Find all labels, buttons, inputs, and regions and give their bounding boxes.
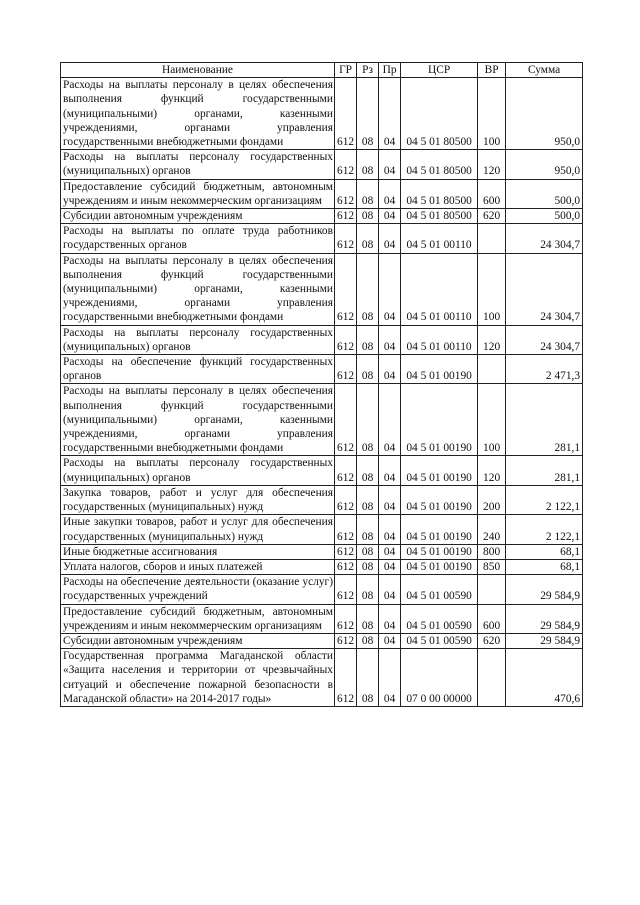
cell-vr: 100: [478, 78, 506, 150]
cell-gr: 612: [335, 78, 357, 150]
cell-name: Предоставление субсидий бюджетным, автономным учреждениям и иным некоммерческим организациям: [61, 179, 335, 208]
cell-rz: 08: [357, 515, 379, 544]
table-row: [61, 384, 583, 456]
cell-sum: 2 122,1: [506, 485, 583, 514]
header-gr: ГР: [335, 63, 357, 78]
cell-name: Расходы на выплаты персоналу в целях обеспечения выполнения функций государственными (муниципальными) органами, казенными учреждениями, органами управления государственными внебюджетными фондами: [61, 384, 335, 456]
cell-vr: 120: [478, 150, 506, 179]
cell-name: Расходы на выплаты по оплате труда работников государственных органов: [61, 224, 335, 253]
cell-vr: 100: [478, 384, 506, 456]
cell-pr: 04: [379, 559, 401, 574]
cell-sum: 29 584,9: [506, 633, 583, 648]
cell-csr: 04 5 01 00190: [401, 544, 478, 559]
cell-rz: 08: [357, 78, 379, 150]
cell-csr: 04 5 01 00190: [401, 515, 478, 544]
table-row: [61, 224, 583, 253]
cell-gr: 612: [335, 544, 357, 559]
cell-name: Государственная программа Магаданской области «Защита населения и территории от чрезвычайных ситуаций и обеспечение пожарной безопасности в Магаданской области» на 2014-2017 годы»: [61, 649, 335, 707]
cell-rz: 08: [357, 150, 379, 179]
cell-csr: 04 5 01 00190: [401, 384, 478, 456]
header-row: [61, 63, 583, 78]
cell-csr: 04 5 01 80500: [401, 179, 478, 208]
cell-vr: 100: [478, 253, 506, 325]
cell-vr: [478, 224, 506, 253]
cell-vr: 620: [478, 633, 506, 648]
cell-sum: 470,6: [506, 649, 583, 707]
cell-sum: 2 122,1: [506, 515, 583, 544]
cell-gr: 612: [335, 355, 357, 384]
cell-name: Расходы на выплаты персоналу в целях обеспечения выполнения функций государственными (муниципальными) органами, казенными учреждениями, органами управления государственными внебюджетными фондами: [61, 253, 335, 325]
header-name: Наименование: [61, 63, 335, 78]
cell-rz: 08: [357, 456, 379, 485]
cell-name: Уплата налогов, сборов и иных платежей: [61, 559, 335, 574]
table-row: [61, 559, 583, 574]
cell-sum: 281,1: [506, 456, 583, 485]
cell-csr: 04 5 01 80500: [401, 209, 478, 224]
cell-pr: 04: [379, 355, 401, 384]
table-row: [61, 456, 583, 485]
table-row: [61, 179, 583, 208]
header-rz: Рз: [357, 63, 379, 78]
cell-vr: 240: [478, 515, 506, 544]
cell-gr: 612: [335, 604, 357, 633]
cell-csr: 07 0 00 00000: [401, 649, 478, 707]
table-row: [61, 209, 583, 224]
cell-name: Иные бюджетные ассигнования: [61, 544, 335, 559]
cell-gr: 612: [335, 325, 357, 354]
cell-vr: [478, 355, 506, 384]
cell-pr: 04: [379, 649, 401, 707]
table-row: [61, 515, 583, 544]
cell-gr: 612: [335, 515, 357, 544]
cell-sum: 24 304,7: [506, 325, 583, 354]
cell-gr: 612: [335, 150, 357, 179]
cell-pr: 04: [379, 515, 401, 544]
cell-pr: 04: [379, 485, 401, 514]
cell-pr: 04: [379, 544, 401, 559]
cell-sum: 950,0: [506, 78, 583, 150]
table-row: [61, 544, 583, 559]
cell-sum: 500,0: [506, 209, 583, 224]
cell-sum: 24 304,7: [506, 224, 583, 253]
cell-csr: 04 5 01 00110: [401, 224, 478, 253]
table-row: [61, 575, 583, 604]
cell-pr: 04: [379, 456, 401, 485]
header-pr: Пр: [379, 63, 401, 78]
cell-csr: 04 5 01 00110: [401, 325, 478, 354]
table-row: [61, 253, 583, 325]
budget-table: [60, 62, 583, 707]
cell-vr: 120: [478, 456, 506, 485]
table-row: [61, 485, 583, 514]
cell-pr: 04: [379, 633, 401, 648]
cell-csr: 04 5 01 80500: [401, 78, 478, 150]
table-row: [61, 78, 583, 150]
header-sum: Сумма: [506, 63, 583, 78]
cell-name: Субсидии автономным учреждениям: [61, 209, 335, 224]
cell-gr: 612: [335, 384, 357, 456]
cell-rz: 08: [357, 224, 379, 253]
cell-rz: 08: [357, 559, 379, 574]
cell-csr: 04 5 01 00190: [401, 456, 478, 485]
cell-pr: 04: [379, 604, 401, 633]
cell-gr: 612: [335, 253, 357, 325]
cell-name: Расходы на выплаты персоналу государственных (муниципальных) органов: [61, 456, 335, 485]
cell-sum: 68,1: [506, 559, 583, 574]
cell-vr: 600: [478, 604, 506, 633]
cell-gr: 612: [335, 485, 357, 514]
cell-gr: 612: [335, 649, 357, 707]
table-row: [61, 355, 583, 384]
cell-vr: 600: [478, 179, 506, 208]
cell-gr: 612: [335, 209, 357, 224]
cell-sum: 68,1: [506, 544, 583, 559]
cell-pr: 04: [379, 575, 401, 604]
cell-pr: 04: [379, 224, 401, 253]
cell-vr: 200: [478, 485, 506, 514]
cell-pr: 04: [379, 384, 401, 456]
cell-rz: 08: [357, 253, 379, 325]
cell-sum: 950,0: [506, 150, 583, 179]
cell-sum: 29 584,9: [506, 575, 583, 604]
cell-name: Иные закупки товаров, работ и услуг для обеспечения государственных (муниципальных) нужд: [61, 515, 335, 544]
cell-gr: 612: [335, 456, 357, 485]
cell-pr: 04: [379, 253, 401, 325]
cell-pr: 04: [379, 209, 401, 224]
cell-pr: 04: [379, 150, 401, 179]
cell-name: Расходы на обеспечение функций государственных органов: [61, 355, 335, 384]
cell-rz: 08: [357, 325, 379, 354]
cell-sum: 281,1: [506, 384, 583, 456]
cell-vr: 620: [478, 209, 506, 224]
cell-csr: 04 5 01 80500: [401, 150, 478, 179]
table-row: [61, 150, 583, 179]
table-row: [61, 604, 583, 633]
cell-pr: 04: [379, 78, 401, 150]
cell-vr: [478, 649, 506, 707]
cell-name: Субсидии автономным учреждениям: [61, 633, 335, 648]
cell-rz: 08: [357, 633, 379, 648]
cell-rz: 08: [357, 604, 379, 633]
cell-vr: 120: [478, 325, 506, 354]
cell-gr: 612: [335, 633, 357, 648]
cell-gr: 612: [335, 224, 357, 253]
cell-name: Закупка товаров, работ и услуг для обеспечения государственных (муниципальных) нужд: [61, 485, 335, 514]
cell-pr: 04: [379, 325, 401, 354]
table-row: [61, 633, 583, 648]
cell-gr: 612: [335, 179, 357, 208]
cell-name: Расходы на обеспечение деятельности (оказание услуг) государственных учреждений: [61, 575, 335, 604]
header-vr: ВР: [478, 63, 506, 78]
cell-rz: 08: [357, 485, 379, 514]
cell-rz: 08: [357, 355, 379, 384]
cell-csr: 04 5 01 00590: [401, 604, 478, 633]
cell-gr: 612: [335, 575, 357, 604]
cell-vr: [478, 575, 506, 604]
cell-vr: 850: [478, 559, 506, 574]
cell-csr: 04 5 01 00110: [401, 253, 478, 325]
cell-sum: 500,0: [506, 179, 583, 208]
cell-csr: 04 5 01 00190: [401, 485, 478, 514]
cell-csr: 04 5 01 00190: [401, 559, 478, 574]
cell-name: Расходы на выплаты персоналу государственных (муниципальных) органов: [61, 325, 335, 354]
cell-csr: 04 5 01 00590: [401, 633, 478, 648]
cell-sum: 2 471,3: [506, 355, 583, 384]
cell-name: Расходы на выплаты персоналу государственных (муниципальных) органов: [61, 150, 335, 179]
cell-rz: 08: [357, 649, 379, 707]
cell-sum: 29 584,9: [506, 604, 583, 633]
cell-rz: 08: [357, 179, 379, 208]
cell-csr: 04 5 01 00190: [401, 355, 478, 384]
cell-sum: 24 304,7: [506, 253, 583, 325]
cell-rz: 08: [357, 209, 379, 224]
cell-csr: 04 5 01 00590: [401, 575, 478, 604]
cell-vr: 800: [478, 544, 506, 559]
cell-gr: 612: [335, 559, 357, 574]
cell-pr: 04: [379, 179, 401, 208]
cell-rz: 08: [357, 384, 379, 456]
table-row: [61, 649, 583, 707]
cell-name: Расходы на выплаты персоналу в целях обеспечения выполнения функций государственными (муниципальными) органами, казенными учреждениями, органами управления государственными внебюджетными фондами: [61, 78, 335, 150]
cell-rz: 08: [357, 544, 379, 559]
cell-rz: 08: [357, 575, 379, 604]
header-csr: ЦСР: [401, 63, 478, 78]
table-row: [61, 325, 583, 354]
cell-name: Предоставление субсидий бюджетным, автономным учреждениям и иным некоммерческим организациям: [61, 604, 335, 633]
